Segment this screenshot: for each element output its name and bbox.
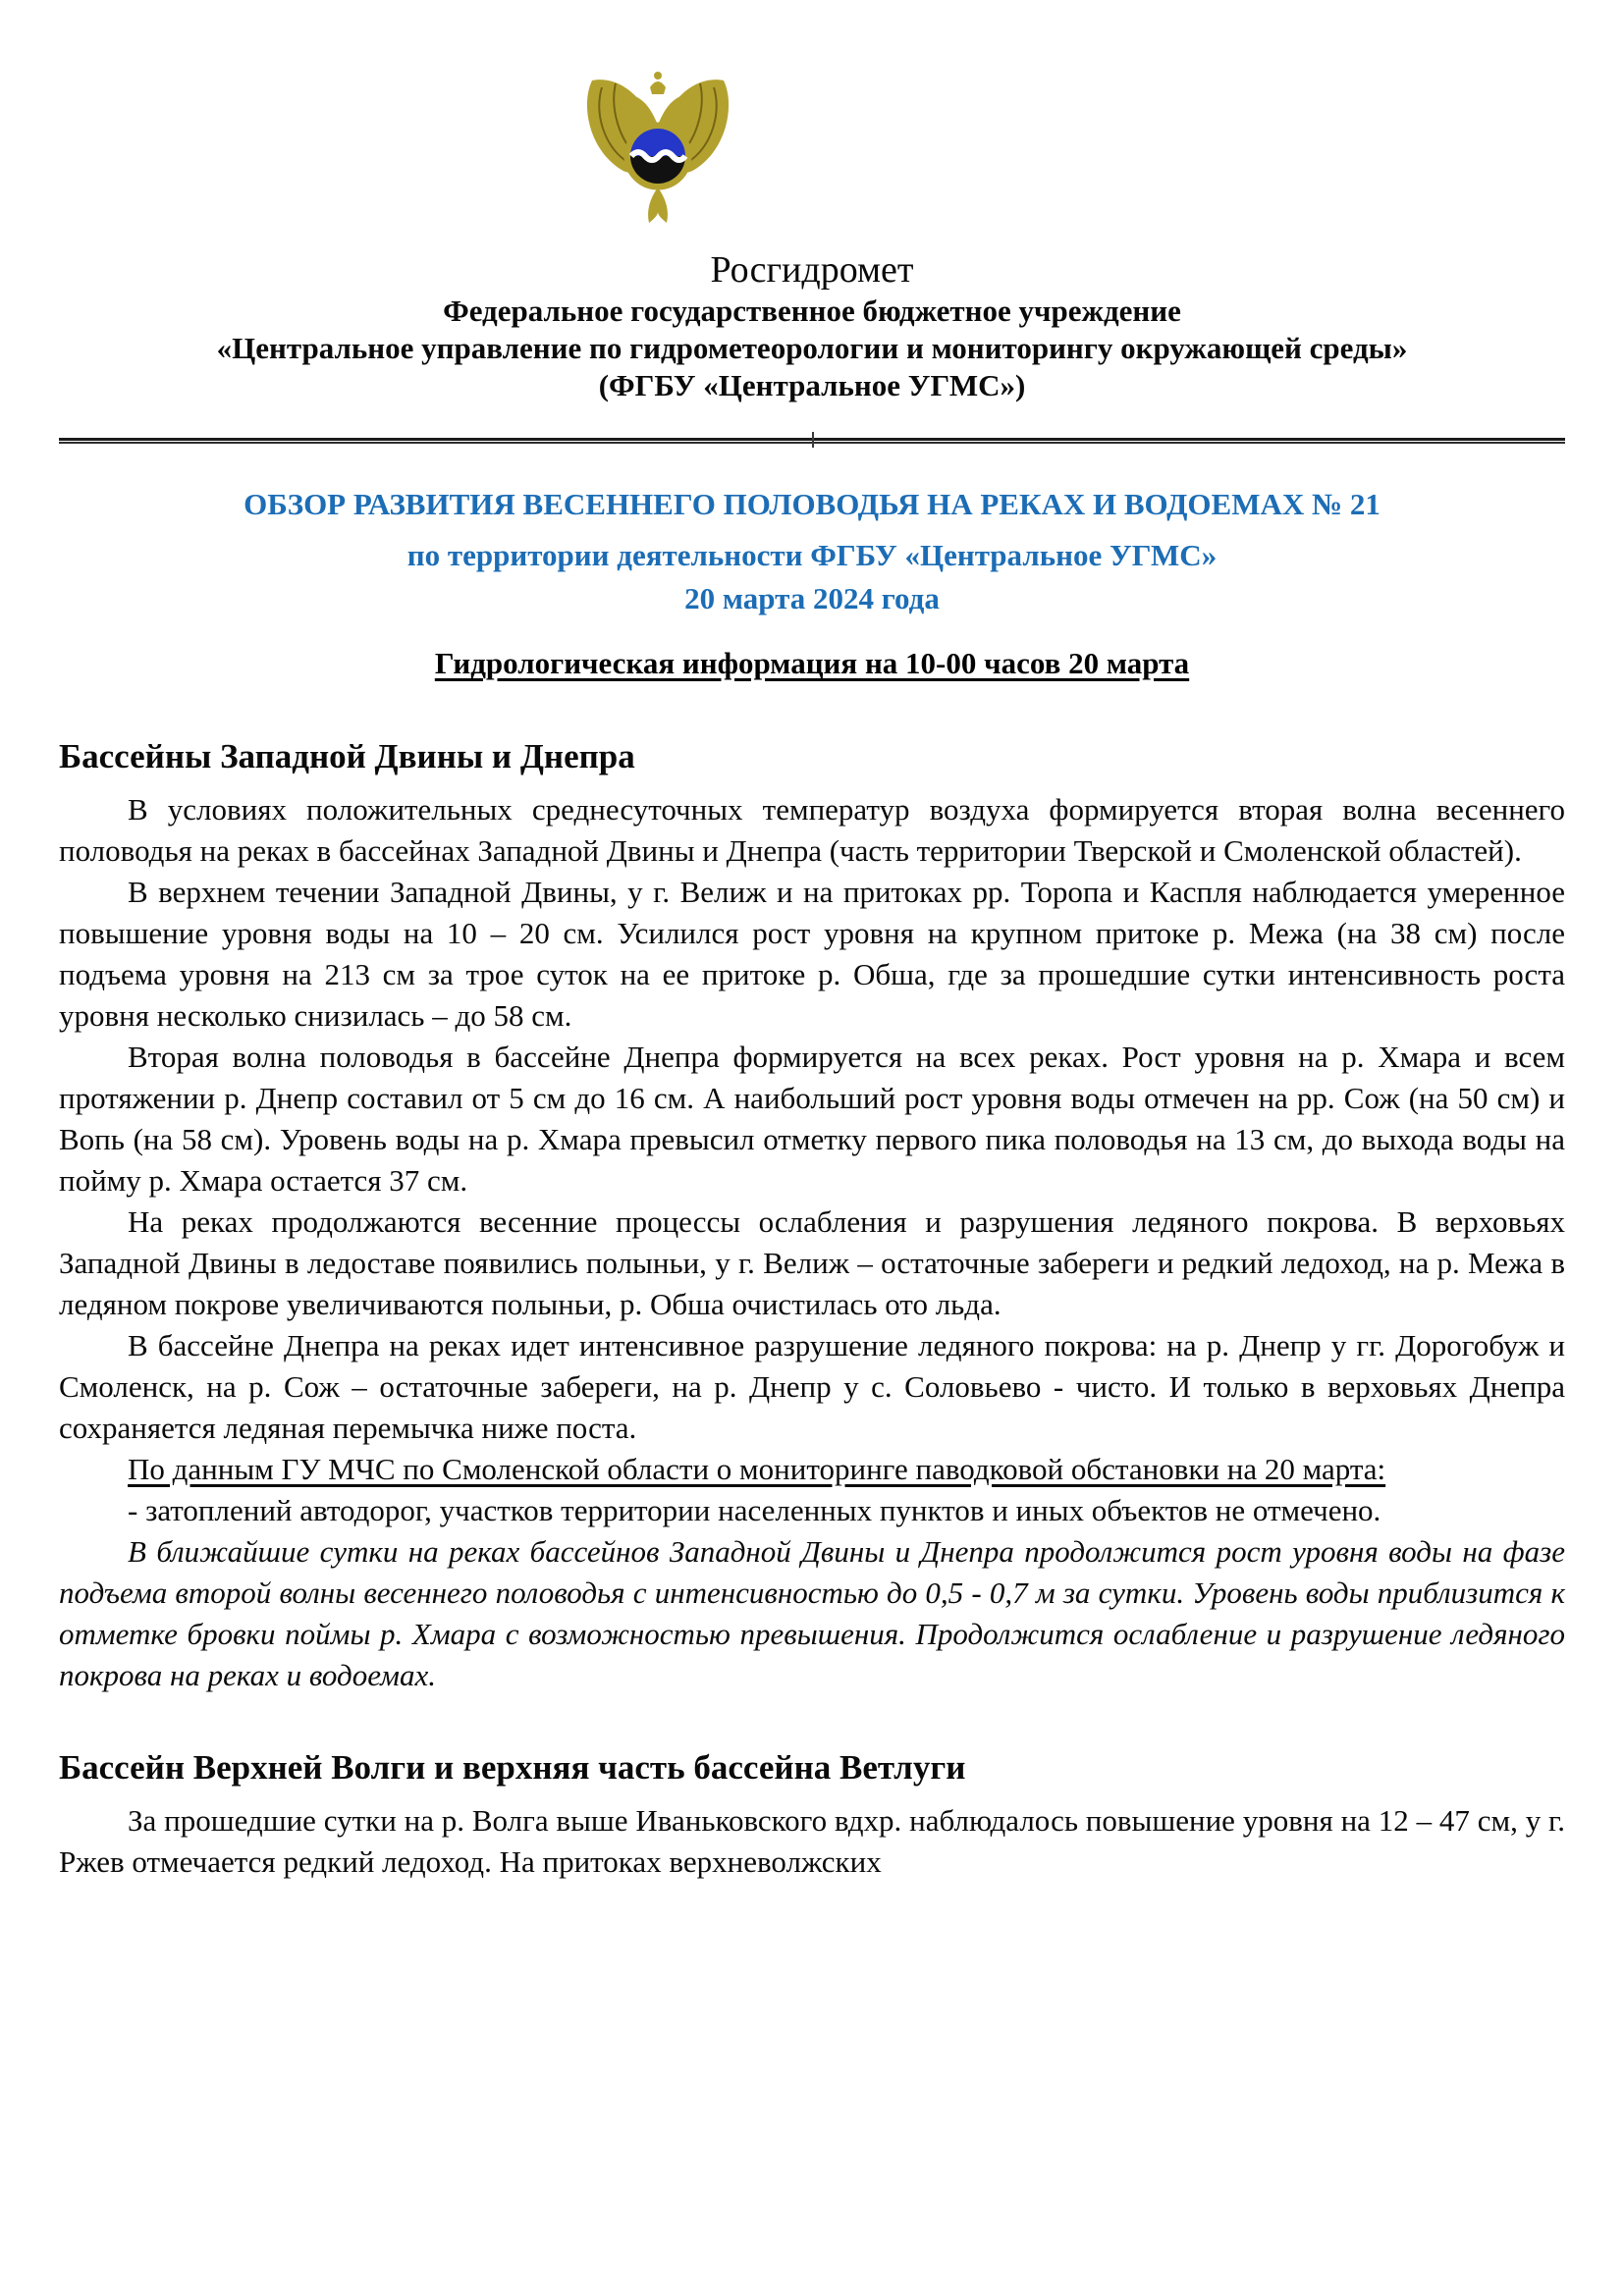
section-heading-dvina-dnepr: Бассейны Западной Двины и Днепра: [59, 737, 635, 775]
report-scope: по территории деятельности ФГБУ «Центральное УГМС»: [406, 538, 1218, 572]
paragraph-dnepr-ice: В бассейне Днепра на реках идет интенсивное разрушение ледяного покрова: на р. Днепр у гг. Дорогобуж и Смоленск, на р. Сож – остаточные забереги, на р. Днепр у с. Соловьево - чисто. И только в верховьях Днепра сохраняется ледяная перемычка ниже поста.: [59, 1328, 1565, 1445]
paragraph-upper-dvina: В верхнем течении Западной Двины, у г. Велиж и на притоках рр. Торопа и Каспля наблюдается умеренное повышение уровня воды на 10 – 20 см. Усилился рост уровня на крупном притоке р. Межа (на 38 см) после подъема уровня на 213 см за трое суток на ее притоке р. Обша, где за прошедшие сутки интенсивность роста уровня несколько снизилась – до 58 см.: [59, 875, 1565, 1033]
paragraph-forecast: В ближайшие сутки на реках бассейнов Западной Двины и Днепра продолжится рост уровня воды на фазе подъема второй волны весеннего половодья с интенсивностью до 0,5 - 0,7 м за сутки. Уровень воды приблизится к отметке бровки поймы р. Хмара с возможностью превышения. Продолжится ослабление и разрушение ледяного покрова на реках и водоемах.: [59, 1534, 1565, 1692]
paragraph-mchs-data: По данным ГУ МЧС по Смоленской области о мониторинге паводковой обстановки на 20 марта:: [128, 1452, 1386, 1486]
rosgidromet-emblem-icon: [574, 63, 741, 236]
report-date: 20 марта 2024 года: [684, 581, 940, 615]
org-abbr-line: (ФГБУ «Центральное УГМС»): [598, 368, 1026, 402]
report-title: ОБЗОР РАЗВИТИЯ ВЕСЕННЕГО ПОЛОВОДЬЯ НА РЕКАХ И ВОДОЕМАХ № 21: [244, 487, 1380, 521]
header-divider: [59, 438, 1565, 444]
paragraph-ice-processes: На реках продолжаются весенние процессы ослабления и разрушения ледяного покрова. В верховьях Западной Двины в ледоставе появились полыньи, у г. Велиж – остаточные забереги и редкий ледоход, на р. Межа в ледяном покрове увеличиваются полыньи, р. Обша очистилась ото льда.: [59, 1204, 1565, 1321]
document-header: [59, 0, 1565, 404]
hydro-info-subtitle: Гидрологическая информация на 10-00 часов 20 марта: [434, 646, 1190, 680]
double-headed-eagle-icon: [574, 63, 741, 236]
paragraph-no-flooding: - затоплений автодорог, участков территории населенных пунктов и иных объектов не отмечено.: [128, 1493, 1381, 1527]
agency-name: Росгидромет: [710, 249, 914, 291]
org-type-line: Федеральное государственное бюджетное учреждение: [443, 294, 1181, 328]
report-title-block: [59, 483, 1565, 620]
paragraph-dnepr-wave: Вторая волна половодья в бассейне Днепра формируется на всех реках. Рост уровня на р. Хмара и всем протяжении р. Днепр составил от 5 см до 16 см. А наибольший рост уровня воды отмечен на рр. Сож (на 50 см) и Вопь (на 58 см). Уровень воды на р. Хмара превысил отметку первого пика половодья на 13 см, до выхода воды на пойму р. Хмара остается 37 см.: [59, 1040, 1565, 1198]
paragraph-volga: За прошедшие сутки на р. Волга выше Иваньковского вдхр. наблюдалось повышение уровня на 12 – 47 см, у г. Ржев отмечается редкий ледоход. На притоках верхневолжских: [59, 1803, 1565, 1879]
divider-center-tick: [812, 432, 814, 448]
paragraph-conditions: В условиях положительных среднесуточных температур воздуха формируется вторая волна весеннего половодья на реках в бассейнах Западной Двины и Днепра (часть территории Тверской и Смоленской областей).: [59, 792, 1565, 868]
org-name-line: «Центральное управление по гидрометеорологии и мониторингу окружающей среды»: [216, 331, 1408, 365]
section-heading-volga-vetluga: Бассейн Верхней Волги и верхняя часть бассейна Ветлуги: [59, 1748, 966, 1787]
